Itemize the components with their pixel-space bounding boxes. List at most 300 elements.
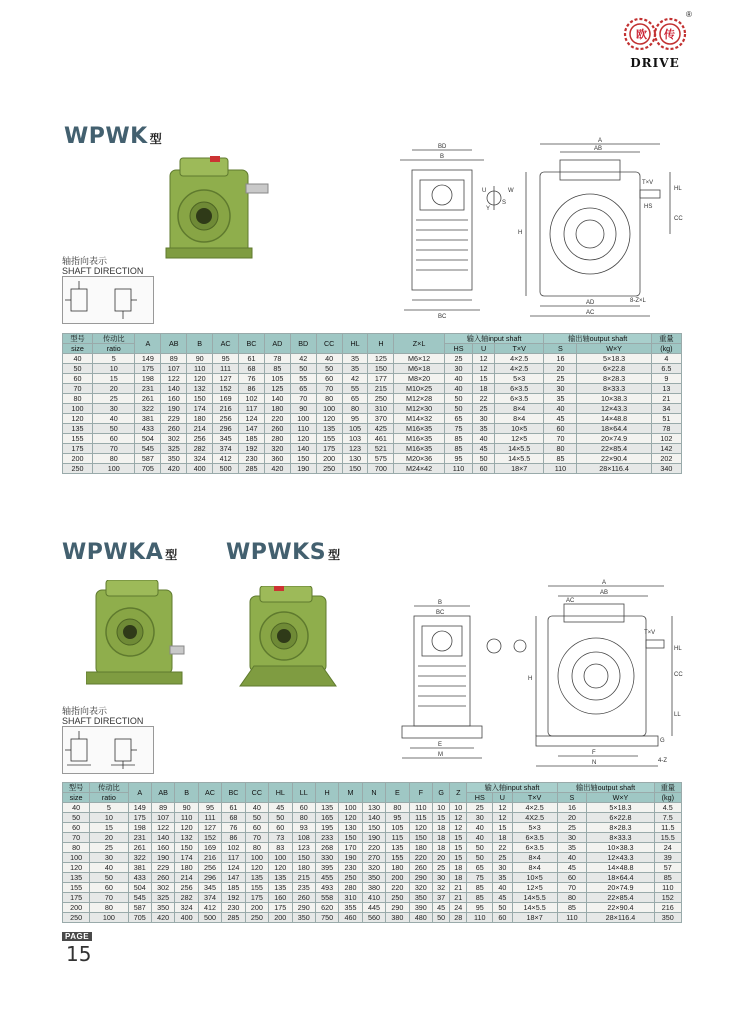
table-cell: 12×43.3 — [577, 404, 651, 414]
table-cell: 60 — [90, 883, 128, 893]
dim-label-A: A — [598, 138, 603, 144]
table-cell: 256 — [213, 414, 239, 424]
table-cell: 270 — [362, 853, 385, 863]
table-cell: 10 — [93, 364, 135, 374]
table-cell: 135 — [63, 873, 90, 883]
table-cell: 322 — [135, 404, 161, 414]
table-cell: 6×3.5 — [512, 833, 557, 843]
table-cell: 229 — [161, 414, 187, 424]
dim-label-LL: LL — [674, 712, 681, 718]
table-cell: 233 — [315, 833, 338, 843]
dim-label-AB: AB — [600, 590, 609, 596]
table-cell: 42 — [290, 354, 316, 364]
table-cell: 45 — [433, 903, 450, 913]
table-cell: 18 — [450, 863, 467, 873]
th-TxV: T×V — [494, 344, 544, 354]
table-cell: 50 — [444, 404, 472, 414]
table-cell: 70 — [63, 833, 90, 843]
table-cell: 120 — [175, 823, 198, 833]
table-cell: 40 — [467, 823, 493, 833]
table-cell: 15 — [93, 374, 135, 384]
table-row — [63, 384, 682, 394]
table-row — [63, 803, 682, 813]
dim-label-G: G — [660, 738, 665, 744]
table-cell: 60 — [557, 873, 587, 883]
th-weight-cn: 重量 — [654, 783, 681, 793]
table-cell: 190 — [339, 853, 362, 863]
table-cell: 95 — [342, 414, 368, 424]
table-cell: 165 — [315, 813, 338, 823]
table-cell: 5×18.3 — [587, 803, 654, 813]
table-cell: 160 — [269, 893, 292, 903]
table-cell: 18 — [473, 384, 495, 394]
table-cell: 45 — [473, 444, 495, 454]
th-E: E — [386, 783, 409, 803]
table-cell: 120 — [269, 863, 292, 873]
table-cell: 200 — [245, 903, 268, 913]
table-cell: 61 — [222, 803, 245, 813]
th-size: size — [63, 344, 93, 354]
table-cell: 9 — [651, 374, 681, 384]
table-cell: 142 — [651, 444, 681, 454]
table-cell: 16 — [557, 803, 587, 813]
table-cell: 50 — [93, 424, 135, 434]
th-U: U — [493, 793, 513, 803]
table-cell: 381 — [128, 863, 151, 873]
table-row — [63, 853, 682, 863]
table-cell: 155 — [316, 434, 342, 444]
table-cell: 135 — [315, 803, 338, 813]
th-weight-cn: 重量 — [651, 334, 681, 344]
th-HS: HS — [444, 344, 472, 354]
table-cell: 575 — [368, 454, 394, 464]
table-cell: 350 — [409, 893, 432, 903]
table-cell: 14×48.8 — [587, 863, 654, 873]
table-cell: 500 — [213, 464, 239, 474]
table-cell: 380 — [386, 913, 409, 923]
table-cell: 76 — [239, 374, 265, 384]
th-H: H — [368, 334, 394, 354]
dim-label-4Z: 4-Z — [658, 758, 667, 764]
table-cell: 110 — [544, 464, 577, 474]
table-cell: 22×85.4 — [577, 444, 651, 454]
table-cell: M6×18 — [394, 364, 444, 374]
table-cell: 35 — [342, 364, 368, 374]
table-cell: 60 — [269, 823, 292, 833]
table-cell: 100 — [290, 414, 316, 424]
table-cell: 545 — [128, 893, 151, 903]
table-cell: 10×5 — [494, 424, 544, 434]
table-cell: 70 — [63, 384, 93, 394]
table-cell: 7.5 — [654, 813, 681, 823]
table-cell: 40 — [473, 434, 495, 444]
table-cell: 140 — [264, 394, 290, 404]
table-cell: 100 — [93, 464, 135, 474]
th-S: S — [557, 793, 587, 803]
dim-label-B: B — [440, 154, 445, 160]
table-cell: 80 — [316, 394, 342, 404]
table-cell: 45 — [557, 863, 587, 873]
table-cell: 35 — [544, 394, 577, 404]
table-cell: 322 — [128, 853, 151, 863]
table-cell: 412 — [198, 903, 221, 913]
th-H: H — [315, 783, 338, 803]
table-cell: 12 — [473, 354, 495, 364]
table-cell: 127 — [198, 823, 221, 833]
table-cell: 14×5.5 — [512, 903, 557, 913]
table-cell: 120 — [339, 813, 362, 823]
table-cell: 105 — [342, 424, 368, 434]
table-cell: 8×28.3 — [577, 374, 651, 384]
table-cell: 296 — [213, 424, 239, 434]
logo-text: DRIVE — [630, 56, 680, 70]
table-cell: 135 — [63, 424, 93, 434]
table-cell: 350 — [362, 873, 385, 883]
table-cell: 180 — [264, 404, 290, 414]
table-cell: 100 — [245, 853, 268, 863]
table-cell: 290 — [292, 903, 315, 913]
model-suffix: 型 — [165, 548, 178, 562]
table-cell: 4 — [651, 354, 681, 364]
table-cell: 135 — [269, 873, 292, 883]
table-cell: 130 — [342, 454, 368, 464]
dim-label-HL: HL — [674, 186, 682, 192]
table-row — [63, 843, 682, 853]
table-cell: 120 — [409, 823, 432, 833]
table-cell: 110 — [444, 464, 472, 474]
table-cell: 80 — [342, 404, 368, 414]
table-cell: 174 — [187, 404, 213, 414]
table-cell: 14×5.5 — [512, 893, 557, 903]
table-cell: 20 — [433, 853, 450, 863]
table-cell: 200 — [386, 873, 409, 883]
table-cell: 170 — [339, 843, 362, 853]
table-cell: 100 — [63, 853, 90, 863]
table-cell: 111 — [213, 364, 239, 374]
table-cell: 750 — [315, 913, 338, 923]
table-cell: 50 — [493, 903, 513, 913]
table-cell: 60 — [493, 913, 513, 923]
table-cell: 16 — [544, 354, 577, 364]
table-cell: 30 — [93, 404, 135, 414]
dim-label-S: S — [502, 200, 507, 206]
table-cell: 296 — [198, 873, 221, 883]
table-cell: 345 — [213, 434, 239, 444]
table-cell: 8×33.3 — [587, 833, 654, 843]
table-cell: 35 — [493, 873, 513, 883]
table-cell: 12 — [493, 803, 513, 813]
table-cell: 25 — [493, 853, 513, 863]
table-row — [63, 464, 682, 474]
th-output-shaft: 输出轴output shaft — [544, 334, 651, 344]
table-cell: 78 — [651, 424, 681, 434]
table-cell: 10×38.3 — [577, 394, 651, 404]
th-AC: AC — [198, 783, 221, 803]
th-N: N — [362, 783, 385, 803]
table-row — [63, 394, 682, 404]
table-cell: 8×4 — [512, 863, 557, 873]
table-cell: 558 — [315, 893, 338, 903]
th-size-cn: 型号 — [63, 334, 93, 344]
table-cell: 60 — [93, 434, 135, 444]
table-cell: 110 — [409, 803, 432, 813]
table-cell: 587 — [128, 903, 151, 913]
table-cell: 75 — [467, 873, 493, 883]
table-cell: 268 — [315, 843, 338, 853]
product-photo-wpwka — [86, 580, 190, 695]
table-cell: 493 — [315, 883, 338, 893]
table-cell: 155 — [245, 883, 268, 893]
table-cell: 18×64.4 — [577, 424, 651, 434]
table-cell: 330 — [315, 853, 338, 863]
shaft-direction-diagram-1 — [62, 276, 154, 324]
table-cell: 155 — [63, 434, 93, 444]
table-cell: 60 — [316, 374, 342, 384]
table-cell: 192 — [239, 444, 265, 454]
table-cell: 410 — [362, 893, 385, 903]
dim-label-F: F — [592, 750, 596, 756]
table-cell: 117 — [222, 853, 245, 863]
table-cell: 433 — [128, 873, 151, 883]
table-cell: 150 — [342, 464, 368, 474]
table-cell: 18 — [450, 873, 467, 883]
table-cell: 374 — [213, 444, 239, 454]
table-cell: 220 — [264, 414, 290, 424]
table-cell: 50 — [245, 813, 268, 823]
table-cell: 260 — [292, 893, 315, 903]
table-cell: 290 — [409, 873, 432, 883]
table-cell: 256 — [198, 863, 221, 873]
table-cell: 152 — [213, 384, 239, 394]
model-name: WPWKA — [62, 540, 164, 565]
table-cell: 120 — [316, 414, 342, 424]
th-ZxL: Z×L — [394, 334, 444, 354]
table-cell: 120 — [290, 434, 316, 444]
table-cell: 25 — [557, 823, 587, 833]
table-cell: 180 — [409, 843, 432, 853]
table-cell: 152 — [654, 893, 681, 903]
dim-label-HS: HS — [644, 204, 653, 210]
table-cell: M20×36 — [394, 454, 444, 464]
table-cell: 40 — [63, 803, 90, 813]
table-row — [63, 424, 682, 434]
th-BC: BC — [222, 783, 245, 803]
table-cell: 230 — [222, 903, 245, 913]
table-cell: 35 — [557, 843, 587, 853]
table-cell: 14×48.8 — [577, 414, 651, 424]
table-cell: 587 — [135, 454, 161, 464]
table-cell: 85 — [467, 883, 493, 893]
table-row — [63, 883, 682, 893]
th-CC: CC — [245, 783, 268, 803]
th-B: B — [187, 334, 213, 354]
table-cell: 310 — [339, 893, 362, 903]
table-cell: 147 — [239, 424, 265, 434]
table-row — [63, 374, 682, 384]
table-cell: 111 — [198, 813, 221, 823]
table-cell: 504 — [135, 434, 161, 444]
table-cell: 90 — [187, 354, 213, 364]
table-cell: 6×22.8 — [587, 813, 654, 823]
table-cell: 18 — [493, 833, 513, 843]
table-cell: 34 — [651, 404, 681, 414]
table-cell: 15 — [450, 853, 467, 863]
table-cell: 80 — [63, 843, 90, 853]
table-cell: 135 — [386, 843, 409, 853]
table-cell: 10 — [90, 813, 128, 823]
table-cell: 256 — [175, 883, 198, 893]
table-cell: 180 — [292, 863, 315, 873]
table-cell: 8×28.3 — [587, 823, 654, 833]
table-cell: 390 — [409, 903, 432, 913]
table-cell: 60 — [473, 464, 495, 474]
table-cell: 12 — [493, 813, 513, 823]
th-B: B — [175, 783, 198, 803]
table-cell: 75 — [444, 424, 472, 434]
table-cell: 705 — [128, 913, 151, 923]
table-cell: 260 — [161, 424, 187, 434]
table-cell: 20×74.9 — [587, 883, 654, 893]
table-cell: 425 — [368, 424, 394, 434]
table-cell: 78 — [264, 354, 290, 364]
table-cell: M24×42 — [394, 464, 444, 474]
table-cell: 25 — [444, 354, 472, 364]
table-cell: 60 — [63, 374, 93, 384]
table-cell: 95 — [213, 354, 239, 364]
table-cell: 4×2.5 — [494, 354, 544, 364]
shaft-label-cn: 轴指向表示 — [62, 256, 108, 266]
table-cell: 45 — [269, 803, 292, 813]
table-cell: 15 — [433, 813, 450, 823]
table-cell: 85 — [444, 444, 472, 454]
registered-mark: ® — [686, 10, 692, 19]
table-cell: 560 — [362, 913, 385, 923]
table-cell: 250 — [368, 394, 394, 404]
table-cell: 51 — [651, 414, 681, 424]
table-cell: 400 — [187, 464, 213, 474]
table-cell: 250 — [63, 913, 90, 923]
th-BD: BD — [290, 334, 316, 354]
table-cell: 147 — [222, 873, 245, 883]
table-cell: 21 — [651, 394, 681, 404]
table-row — [63, 903, 682, 913]
th-AD: AD — [264, 334, 290, 354]
section2-title-a — [62, 540, 178, 565]
table-row — [63, 414, 682, 424]
dimension-drawing-wpwk — [390, 130, 690, 330]
table-cell: 381 — [135, 414, 161, 424]
table-cell: 10 — [433, 803, 450, 813]
table-cell: 15 — [493, 823, 513, 833]
table-cell: 310 — [368, 404, 394, 414]
table-cell: 30 — [473, 414, 495, 424]
table-cell: 70 — [90, 893, 128, 903]
table-cell: 132 — [187, 384, 213, 394]
dim-label-E: E — [438, 742, 443, 748]
table-cell: 50 — [433, 913, 450, 923]
table-cell: 122 — [151, 823, 174, 833]
table-cell: 120 — [187, 374, 213, 384]
table-cell: 260 — [151, 873, 174, 883]
table-cell: 15 — [473, 374, 495, 384]
table-cell: 6×3.5 — [494, 394, 544, 404]
th-weight: (kg) — [654, 793, 681, 803]
table-row — [63, 833, 682, 843]
dim-label-M: M — [438, 752, 443, 758]
table-cell: 500 — [198, 913, 221, 923]
table-cell: 150 — [362, 823, 385, 833]
table-cell: 260 — [264, 424, 290, 434]
table-cell: 50 — [290, 364, 316, 374]
table-cell: 22 — [493, 843, 513, 853]
shaft-label-en: SHAFT DIRECTION — [62, 716, 144, 726]
th-CC: CC — [316, 334, 342, 354]
table-cell: 40 — [444, 384, 472, 394]
table-cell: 60 — [544, 424, 577, 434]
table-cell: 216 — [213, 404, 239, 414]
table-cell: 70 — [245, 833, 268, 843]
table-cell: 412 — [213, 454, 239, 464]
product-photo-wpwk — [160, 156, 272, 265]
gear-logo-icon — [620, 12, 690, 56]
brand-logo — [620, 12, 692, 74]
table-row — [63, 364, 682, 374]
table-row — [63, 454, 682, 464]
table-cell: 12×5 — [494, 434, 544, 444]
table-cell: 215 — [292, 873, 315, 883]
table-cell: 15 — [450, 833, 467, 843]
table-cell: 285 — [222, 913, 245, 923]
th-ratio: ratio — [90, 793, 128, 803]
shaft-direction-label-2 — [62, 706, 143, 726]
table-cell: 5×3 — [512, 823, 557, 833]
th-M: M — [339, 783, 362, 803]
table-cell: 250 — [386, 893, 409, 903]
table-cell: 86 — [222, 833, 245, 843]
table-cell: 85 — [654, 873, 681, 883]
table-cell: 180 — [386, 863, 409, 873]
table-cell: 20 — [557, 813, 587, 823]
table-cell: 50 — [444, 394, 472, 404]
table-cell: 140 — [362, 813, 385, 823]
th-ratio: ratio — [93, 344, 135, 354]
th-S: S — [544, 344, 577, 354]
table-cell: 22 — [473, 394, 495, 404]
table-cell: 70 — [557, 883, 587, 893]
table-cell: 124 — [222, 863, 245, 873]
table-cell: 169 — [213, 394, 239, 404]
table-cell: 12 — [450, 823, 467, 833]
dim-label-H: H — [528, 676, 533, 682]
table-cell: 5 — [90, 803, 128, 813]
model-suffix: 型 — [149, 132, 163, 146]
table-cell: 45 — [493, 893, 513, 903]
table-cell: 123 — [342, 444, 368, 454]
th-AC: AC — [213, 334, 239, 354]
table-cell: 100 — [90, 913, 128, 923]
table-cell: 40 — [63, 354, 93, 364]
table-cell: 18 — [433, 843, 450, 853]
table-cell: 60 — [63, 823, 90, 833]
table-cell: 420 — [264, 464, 290, 474]
table-cell: 345 — [198, 883, 221, 893]
table-cell: 102 — [651, 434, 681, 444]
th-HL: HL — [269, 783, 292, 803]
table-cell: 22×90.4 — [587, 903, 654, 913]
th-output-shaft: 输出轴output shaft — [557, 783, 654, 793]
th-G: G — [433, 783, 450, 803]
dim-label-HL: HL — [674, 646, 682, 652]
